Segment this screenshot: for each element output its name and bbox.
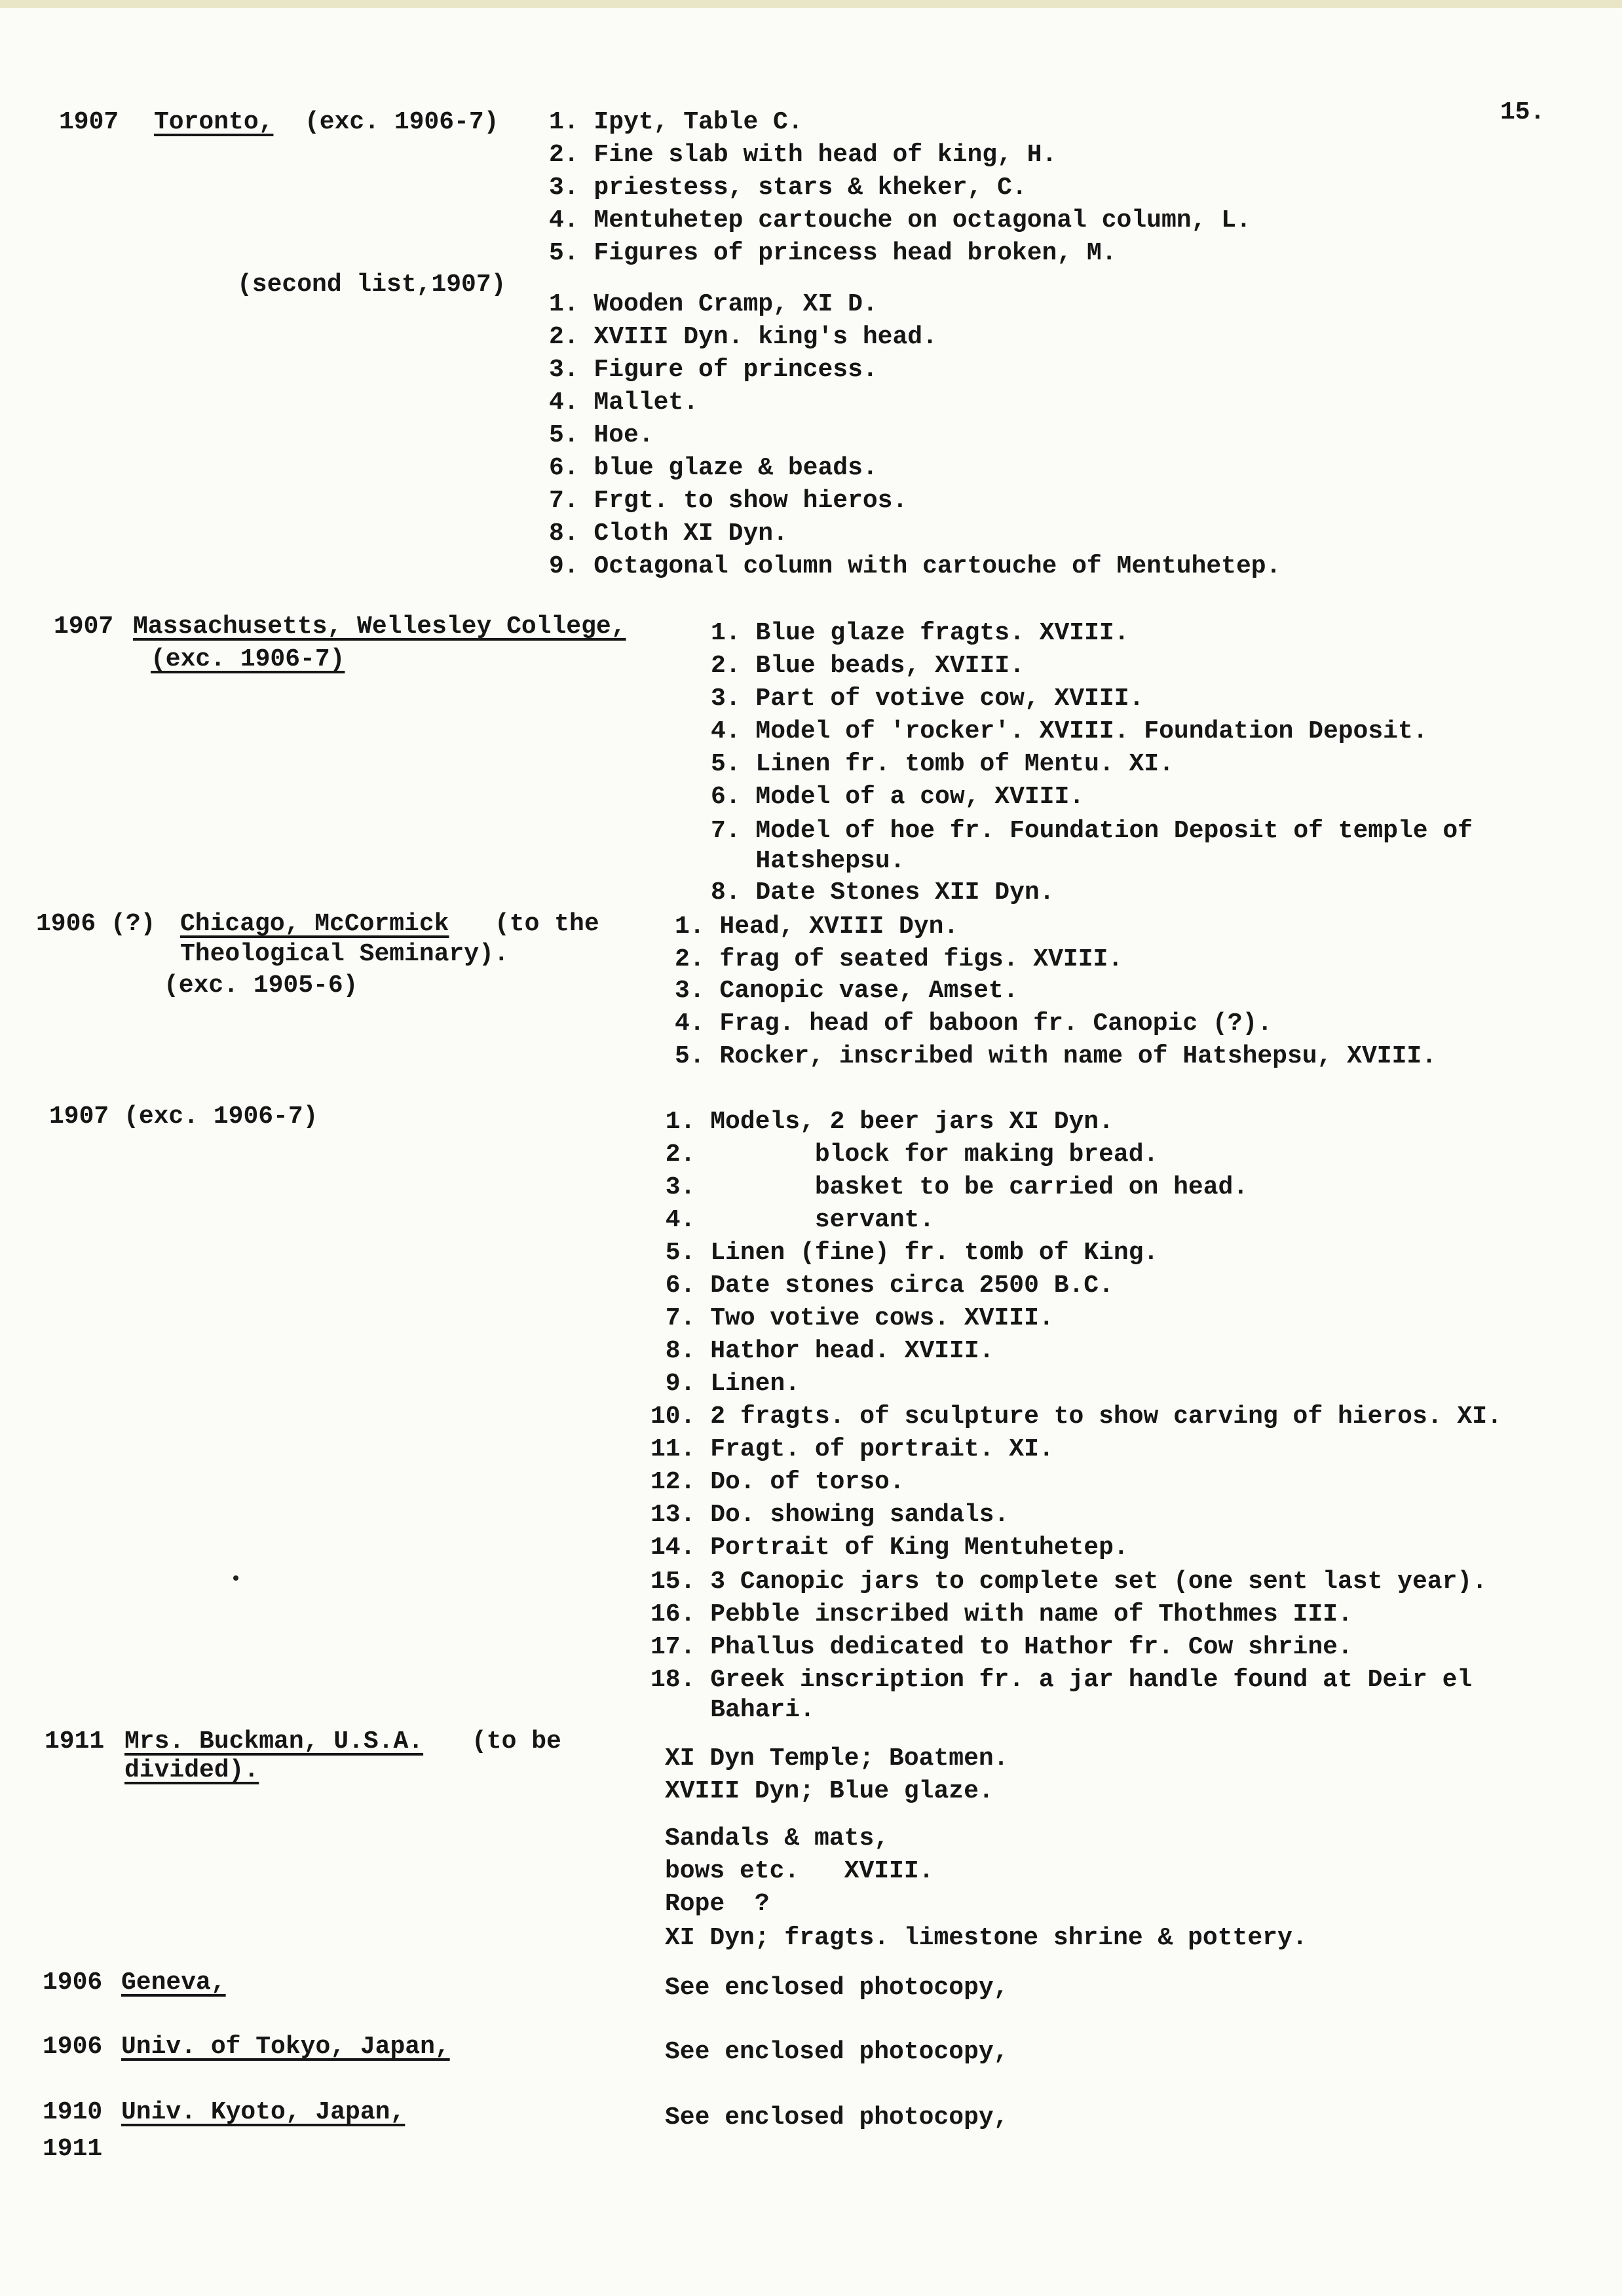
list-item: 18. Greek inscription fr. a jar handle found at Deir el (651, 1666, 1473, 1694)
list-item: 8. Date Stones XII Dyn. (711, 878, 1055, 907)
list-item: 2. block for making bread. (651, 1140, 1159, 1169)
list-item: 3. priestess, stars & kheker, C. (549, 174, 1027, 202)
list-item: bows etc. XVIII. (665, 1857, 934, 1885)
list-item: XI Dyn; fragts. limestone shrine & pottery. (665, 1924, 1308, 1952)
list-item: 4. servant. (651, 1206, 935, 1234)
list-item: 12. Do. of torso. (651, 1468, 905, 1496)
list-item: 4. Mallet. (549, 388, 699, 417)
chicago-year: 1906 (?) (36, 910, 156, 938)
tokyo-name: Univ. of Tokyo, Japan, (121, 2033, 450, 2061)
list-item: 9. Linen. (651, 1370, 801, 1398)
list-item: 1. Head, XVIII Dyn. (675, 913, 959, 941)
buckman-suffix: (to be (472, 1727, 561, 1756)
list-item: 15. 3 Canopic jars to complete set (one sent last year). (651, 1568, 1488, 1596)
list-item: 2. frag of seated figs. XVIII. (675, 945, 1123, 973)
geneva-year: 1906 (43, 1968, 103, 1997)
list-item: 4. Mentuhetep cartouche on octagonal column, L. (549, 206, 1251, 235)
list-item: 6. Date stones circa 2500 B.C. (651, 1271, 1114, 1300)
list-item: 5. Rocker, inscribed with name of Hatshepsu, XVIII. (675, 1042, 1437, 1070)
list-item: Sandals & mats, (665, 1824, 890, 1853)
buckman-line2: divided). (124, 1756, 259, 1784)
toronto-exc: (exc. 1906-7) (305, 108, 499, 136)
list-item: 13. Do. showing sandals. (651, 1501, 1009, 1529)
list-item: 8. Cloth XI Dyn. (549, 519, 788, 548)
kyoto-year: 1910 (43, 2098, 103, 2126)
wellesley-year: 1907 (54, 612, 114, 641)
buckman-year: 1911 (45, 1727, 105, 1756)
chicago-suffix: (to the (495, 910, 599, 938)
list-item: 3. Canopic vase, Amset. (675, 977, 1019, 1005)
list-item: 1. Blue glaze fragts. XVIII. (711, 619, 1129, 647)
list-item: 6. Model of a cow, XVIII. (711, 783, 1085, 811)
scan-edge (0, 0, 1622, 8)
list-item: 5. Figures of princess head broken, M. (549, 239, 1117, 267)
list-item: 10. 2 fragts. of sculpture to show carving of hieros. XI. (651, 1402, 1502, 1431)
list-item: 7. Two votive cows. XVIII. (651, 1304, 1054, 1332)
list-item: 7. Frgt. to show hieros. (549, 487, 908, 515)
list-item: 9. Octagonal column with cartouche of Mentuhetep. (549, 552, 1281, 580)
list-item: 14. Portrait of King Mentuhetep. (651, 1534, 1129, 1562)
geneva-note: See enclosed photocopy, (665, 1974, 1009, 2002)
list-item: 2. Blue beads, XVIII. (711, 652, 1025, 680)
toronto-second-label: (second list,1907) (237, 271, 506, 299)
wellesley-exc: (exc. 1906-7) (151, 645, 345, 673)
list-item: 3. Part of votive cow, XVIII. (711, 685, 1144, 713)
list-item: 1. Models, 2 beer jars XI Dyn. (651, 1108, 1114, 1136)
list-item: Bahari. (651, 1696, 815, 1724)
list-item: 2. XVIII Dyn. king's head. (549, 323, 937, 351)
chicago-line2: Theological Seminary). (180, 940, 509, 968)
list-item: 16. Pebble inscribed with name of Thothmes III. (651, 1600, 1353, 1628)
kyoto-note: See enclosed photocopy, (665, 2103, 1009, 2132)
list-item: 6. blue glaze & beads. (549, 454, 878, 482)
list-item: 17. Phallus dedicated to Hathor fr. Cow shrine. (651, 1633, 1353, 1661)
page-number: 15. (1500, 98, 1545, 126)
wellesley-name: Massachusetts, Wellesley College, (133, 612, 626, 641)
geneva-name: Geneva, (121, 1968, 226, 1997)
buckman-name: Mrs. Buckman, U.S.A. (124, 1727, 424, 1756)
stray-mark (233, 1575, 238, 1581)
tokyo-note: See enclosed photocopy, (665, 2038, 1009, 2066)
list-item: 1. Ipyt, Table C. (549, 108, 803, 136)
list-item: 4. Model of 'rocker'. XVIII. Foundation Deposit. (711, 717, 1428, 745)
list-item: Hatshepsu. (711, 847, 905, 875)
list-item: XI Dyn Temple; Boatmen. (665, 1744, 1009, 1773)
list-item: 5. Linen fr. tomb of Mentu. XI. (711, 750, 1174, 778)
kyoto-year2: 1911 (43, 2135, 103, 2163)
kyoto-name: Univ. Kyoto, Japan, (121, 2098, 406, 2126)
toronto-name: Toronto, (154, 108, 274, 136)
list-item: 8. Hathor head. XVIII. (651, 1337, 994, 1365)
list-item: 3. Figure of princess. (549, 356, 878, 384)
list-item: XVIII Dyn; Blue glaze. (665, 1777, 994, 1805)
list1907-label: 1907 (exc. 1906-7) (49, 1102, 318, 1131)
list-item: 7. Model of hoe fr. Foundation Deposit of temple of (711, 817, 1473, 845)
tokyo-year: 1906 (43, 2033, 103, 2061)
list-item: 4. Frag. head of baboon fr. Canopic (?). (675, 1009, 1273, 1038)
list-item: 1. Wooden Cramp, XI D. (549, 290, 878, 318)
list-item: 5. Hoe. (549, 421, 654, 449)
list-item: 5. Linen (fine) fr. tomb of King. (651, 1239, 1159, 1267)
chicago-exc: (exc. 1905-6) (164, 971, 358, 1000)
toronto-year: 1907 (59, 108, 119, 136)
list-item: 3. basket to be carried on head. (651, 1173, 1249, 1201)
chicago-name: Chicago, McCormick (180, 910, 449, 938)
list-item: Rope ? (665, 1890, 770, 1918)
list-item: 11. Fragt. of portrait. XI. (651, 1435, 1054, 1463)
list-item: 2. Fine slab with head of king, H. (549, 141, 1057, 169)
